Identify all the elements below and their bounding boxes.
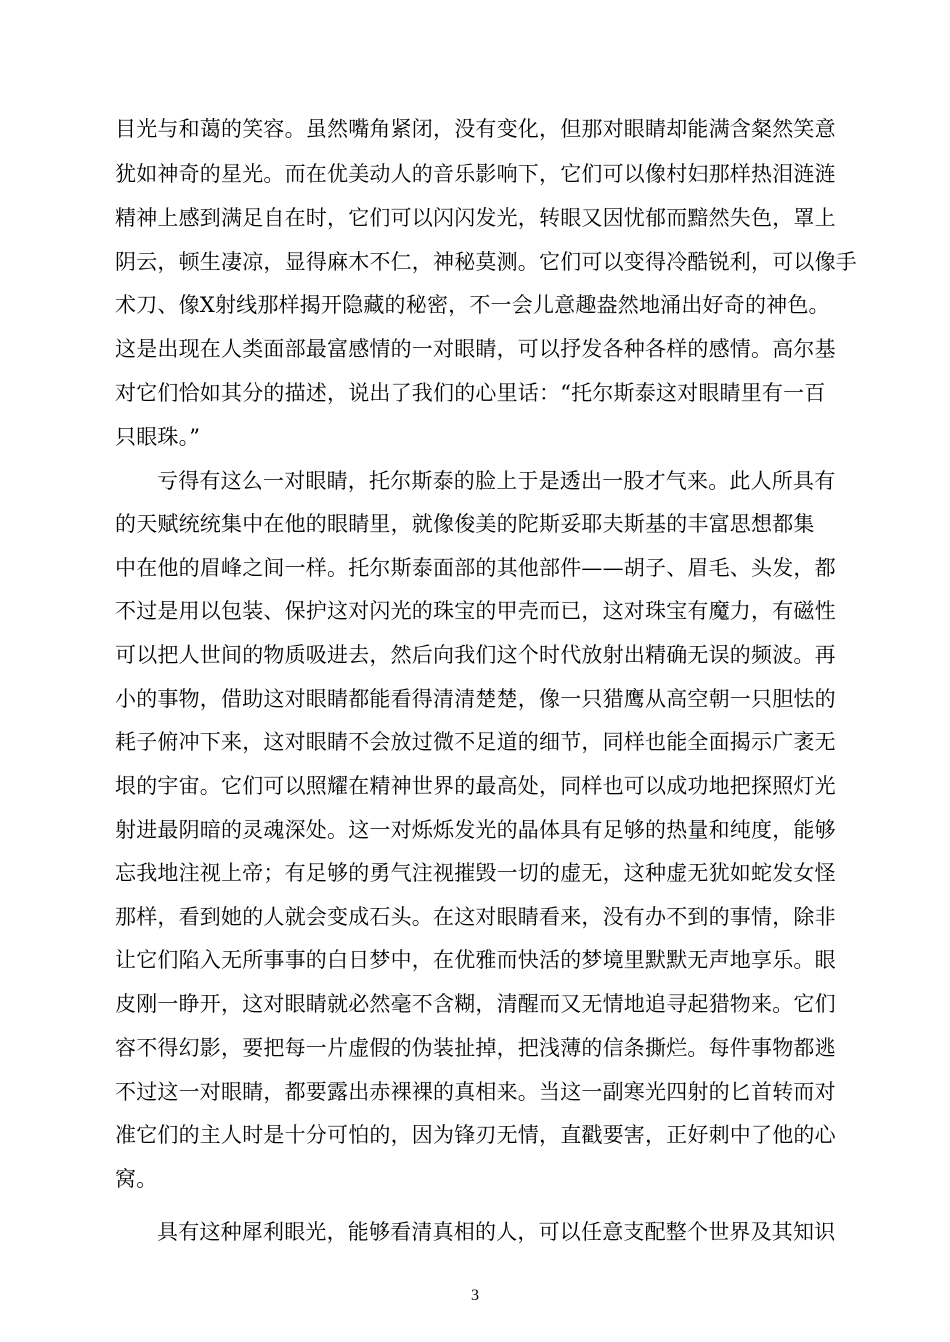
text-line: 让它们陷入无所事事的白日梦中，在优雅而快活的梦境里默默无声地享乐。眼: [115, 948, 836, 972]
text-line: 准它们的主人时是十分可怕的，因为锋刃无情，直戳要害，正好刺中了他的心: [115, 1123, 836, 1147]
text-line: 犹如神奇的星光。而在优美动人的音乐影响下，它们可以像村妇那样热泪涟涟: [115, 162, 836, 186]
text-line: 忘我地注视上帝；有足够的勇气注视摧毁一切的虚无，这种虚无犹如蛇发女怪: [115, 861, 836, 885]
text-line: 精神上感到满足自在时，它们可以闪闪发光，转眼又因忧郁而黯然失色，罩上: [115, 206, 836, 230]
paragraph-first-line: 具有这种犀利眼光，能够看清真相的人，可以任意支配整个世界及其知识: [157, 1220, 836, 1244]
text-line: 对它们恰如其分的描述，说出了我们的心里话：“托尔斯泰这对眼睛里有一百: [115, 381, 826, 405]
text-line: 容不得幻影，要把每一片虚假的伪装扯掉，把浅薄的信条撕烂。每件事物都逃: [115, 1036, 836, 1060]
text-line: 小的事物，借助这对眼睛都能看得清清楚楚，像一只猎鹰从高空朝一只胆怯的: [115, 687, 836, 711]
text-line: 的天赋统统集中在他的眼睛里，就像俊美的陀斯妥耶夫斯基的丰富思想都集: [115, 512, 815, 536]
text-line: 只眼珠。”: [115, 425, 201, 449]
text-line: 耗子俯冲下来，这对眼睛不会放过微不足道的细节，同样也能全面揭示广袤无: [115, 730, 836, 754]
text-line: 不过是用以包装、保护这对闪光的珠宝的甲壳而已，这对珠宝有魔力，有磁性: [115, 599, 836, 623]
text-line: 射进最阴暗的灵魂深处。这一对烁烁发光的晶体具有足够的热量和纯度，能够: [115, 818, 836, 842]
text-line: 可以把人世间的物质吸进去，然后向我们这个时代放射出精确无误的频波。再: [115, 643, 836, 667]
text-line: 窝。: [115, 1167, 158, 1191]
text-line: 垠的宇宙。它们可以照耀在精神世界的最高处，同样也可以成功地把探照灯光: [115, 774, 836, 798]
text-line: 那样，看到她的人就会变成石头。在这对眼睛看来，没有办不到的事情，除非: [115, 905, 836, 929]
page-number: 3: [471, 1287, 479, 1304]
paragraph-first-line: 亏得有这么一对眼睛，托尔斯泰的脸上于是透出一股才气来。此人所具有: [157, 469, 836, 493]
text-line: 中在他的眉峰之间一样。托尔斯泰面部的其他部件——胡子、眉毛、头发，都: [115, 556, 836, 580]
text-line: 不过这一对眼睛，都要露出赤裸裸的真相来。当这一副寒光四射的匕首转而对: [115, 1080, 836, 1104]
text-line: 皮刚一睁开，这对眼睛就必然毫不含糊，清醒而又无情地追寻起猎物来。它们: [115, 992, 836, 1016]
text-line: 术刀、像X射线那样揭开隐藏的秘密，不一会儿意趣盎然地涌出好奇的神色。: [115, 293, 830, 317]
text-line: 阴云，顿生凄凉，显得麻木不仁，神秘莫测。它们可以变得冷酷锐利，可以像手: [115, 250, 857, 274]
text-line: 这是出现在人类面部最富感情的一对眼睛，可以抒发各种各样的感情。高尔基: [115, 337, 836, 361]
text-line: 目光与和蔼的笑容。虽然嘴角紧闭，没有变化，但那对眼睛却能满含粲然笑意: [115, 117, 836, 141]
